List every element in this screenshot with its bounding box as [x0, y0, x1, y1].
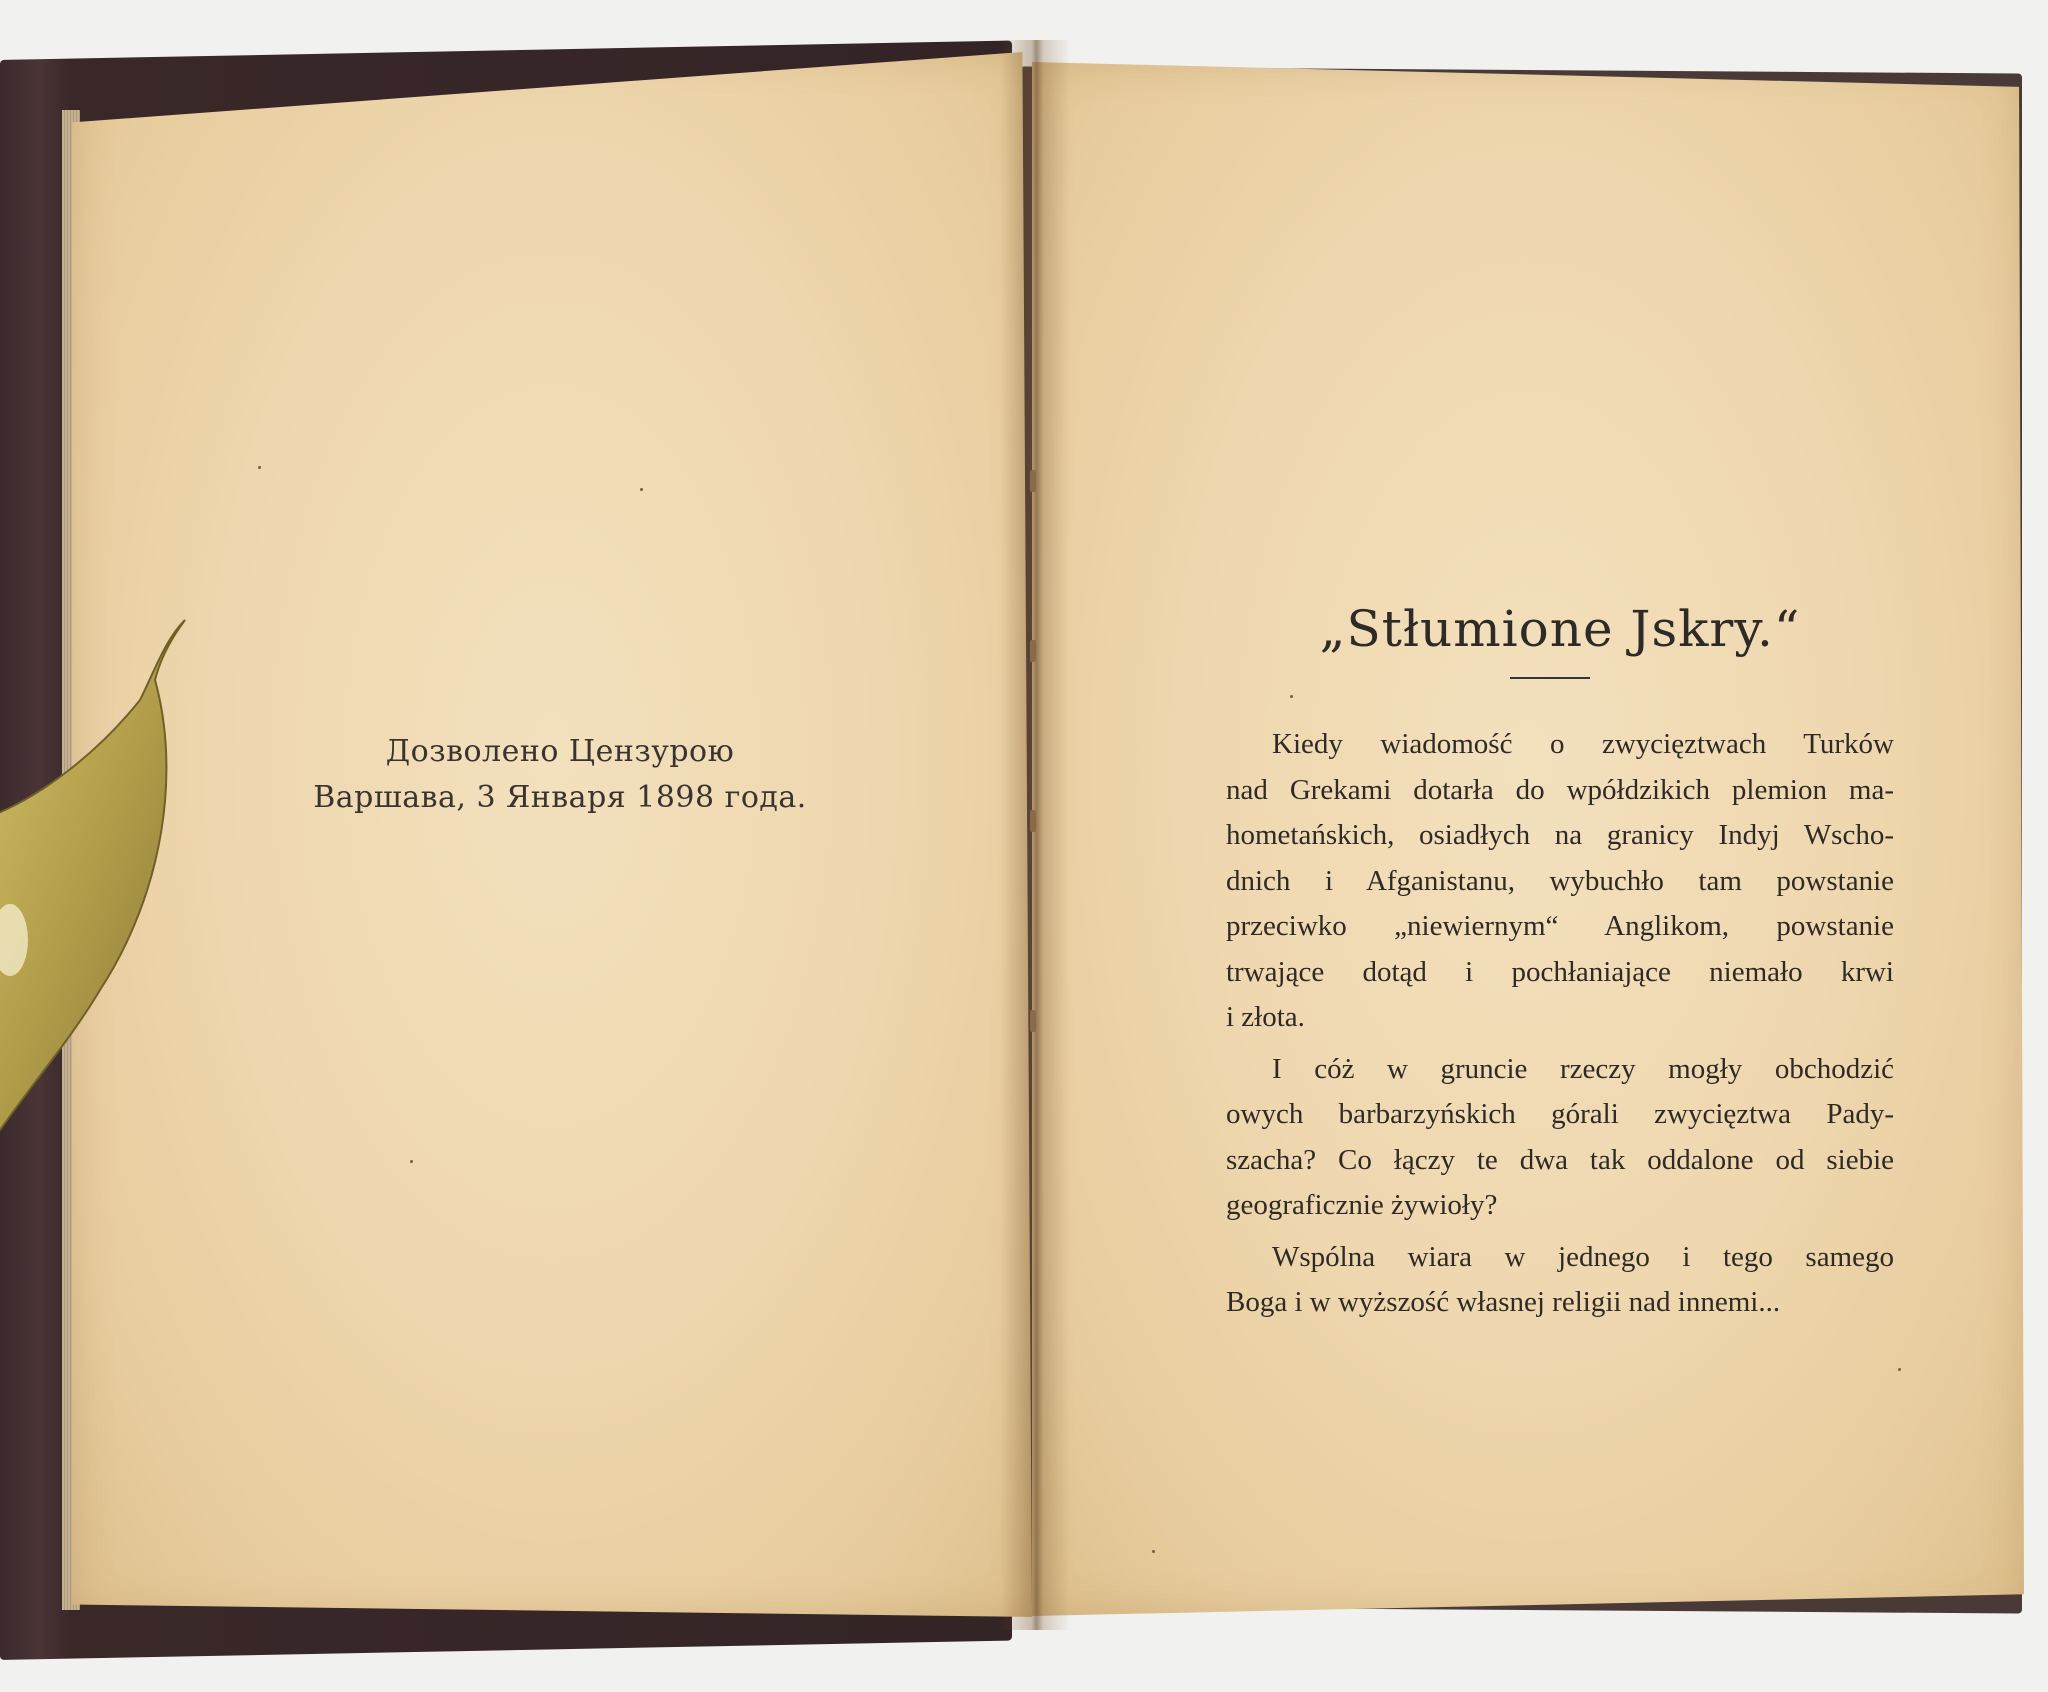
book-gutter	[1000, 40, 1070, 1630]
paper-speck	[1152, 1550, 1155, 1553]
binding-stitch	[1030, 1010, 1036, 1032]
paper-speck	[1290, 695, 1293, 698]
text-line: hometańskich, osiadłych na granicy Indyj Wscho-	[1226, 819, 1894, 851]
text-line: dnich i Afganistanu, wybuchło tam powstanie	[1226, 864, 1894, 897]
paper-speck	[1898, 1368, 1901, 1371]
text-line: Wspólna wiara w jednego i tego samego	[1272, 1240, 1894, 1273]
binding-stitch	[1030, 810, 1036, 832]
paper-speck	[640, 488, 643, 491]
text-line: przeciwko „niewiernym“ Anglikom, powstanie	[1226, 910, 1894, 942]
body-text	[1226, 722, 1894, 1326]
text-line: nad Grekami dotarła do wpółdzikich plemion ma-	[1226, 773, 1894, 806]
text-line: trwające dotąd i pochłaniające niemało krwi	[1226, 955, 1894, 988]
text-line: i złota.	[1226, 1001, 1305, 1033]
text-line: szacha? Co łączy te dwa tak oddalone od siebie	[1226, 1143, 1894, 1176]
censor-approval-line: Дозволено Цензурою	[385, 734, 735, 769]
paper-speck	[410, 1160, 413, 1163]
censor-date-line: Варшава, 3 Января 1898 года.	[313, 780, 807, 815]
text-line: geograficznie żywioły?	[1226, 1189, 1498, 1221]
left-page	[72, 52, 1032, 1617]
binding-stitch	[1030, 640, 1036, 662]
binding-stitch	[1030, 470, 1036, 492]
text-line: owych barbarzyńskich górali zwycięztwa Pady-	[1226, 1098, 1894, 1130]
text-line: I cóż w gruncie rzeczy mogły obchodzić	[1272, 1052, 1894, 1085]
paper-speck	[258, 466, 261, 469]
text-line: Boga i w wyższość własnej religii nad innemi...	[1226, 1286, 1781, 1318]
title-rule	[1510, 677, 1590, 679]
chapter-title: „Stłumione Jskry.“	[1319, 600, 1801, 658]
brass-letter-opener-icon	[0, 610, 210, 1170]
text-line: Kiedy wiadomość o zwycięztwach Turków	[1272, 728, 1894, 760]
